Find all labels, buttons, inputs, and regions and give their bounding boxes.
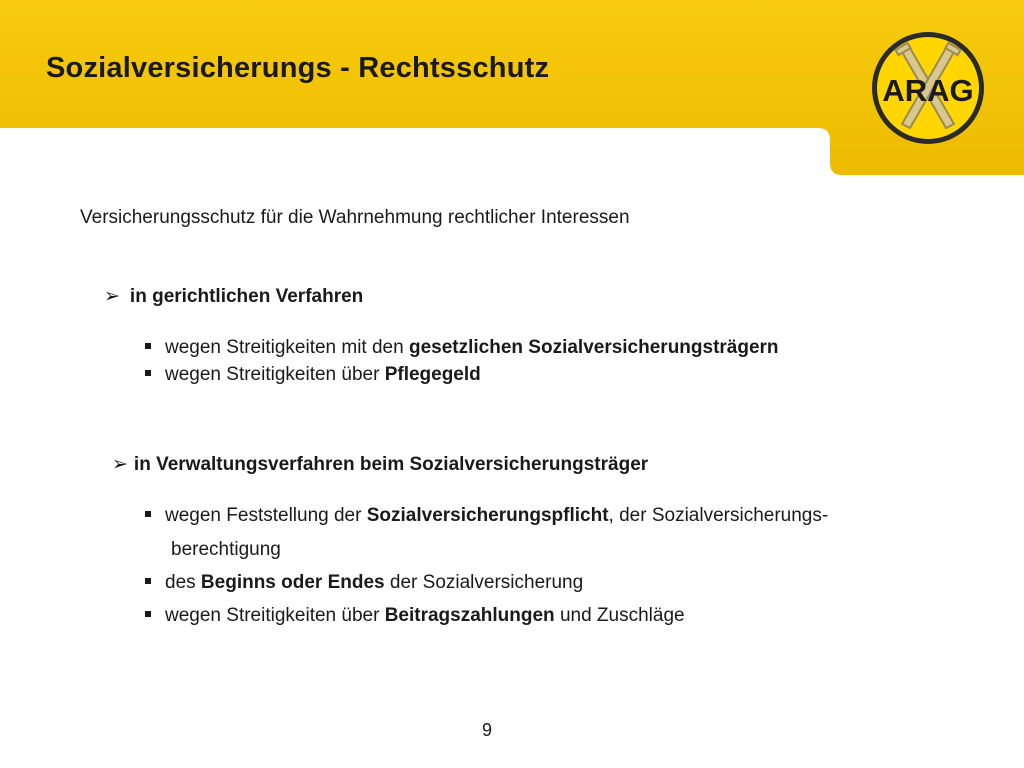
list-item: wegen Streitigkeiten mit den gesetzlichen Sozialversicherungsträgern <box>145 337 779 359</box>
arrowhead-bullet-icon: ➢ <box>112 453 128 475</box>
square-bullet-icon <box>145 343 151 349</box>
square-bullet-icon <box>145 611 151 617</box>
list-item: wegen Feststellung der Sozialversicherungspflicht, der Sozialversicherungs- <box>145 505 828 527</box>
intro-text: Versicherungsschutz für die Wahrnehmung rechtlicher Interessen <box>80 207 630 228</box>
logo-wordmark: ARAG <box>882 73 974 108</box>
arag-logo <box>870 30 986 146</box>
square-bullet-icon <box>145 578 151 584</box>
list-item: wegen Streitigkeiten über Beitragszahlungen und Zuschläge <box>145 605 685 627</box>
arrowhead-bullet-icon: ➢ <box>104 285 120 307</box>
square-bullet-icon <box>145 511 151 517</box>
list-item: wegen Streitigkeiten über Pflegegeld <box>145 364 481 386</box>
page-number: 9 <box>482 720 493 740</box>
list-item-continuation: berechtigung <box>171 539 281 560</box>
section-heading-administrative: ➢ in Verwaltungsverfahren beim Sozialversicherungsträger <box>112 453 649 475</box>
page-title: Sozialversicherungs - Rechtsschutz <box>46 52 550 84</box>
section-heading-court: ➢ in gerichtlichen Verfahren <box>104 285 364 307</box>
square-bullet-icon <box>145 370 151 376</box>
list-item: des Beginns oder Endes der Sozialversicherung <box>145 572 583 594</box>
